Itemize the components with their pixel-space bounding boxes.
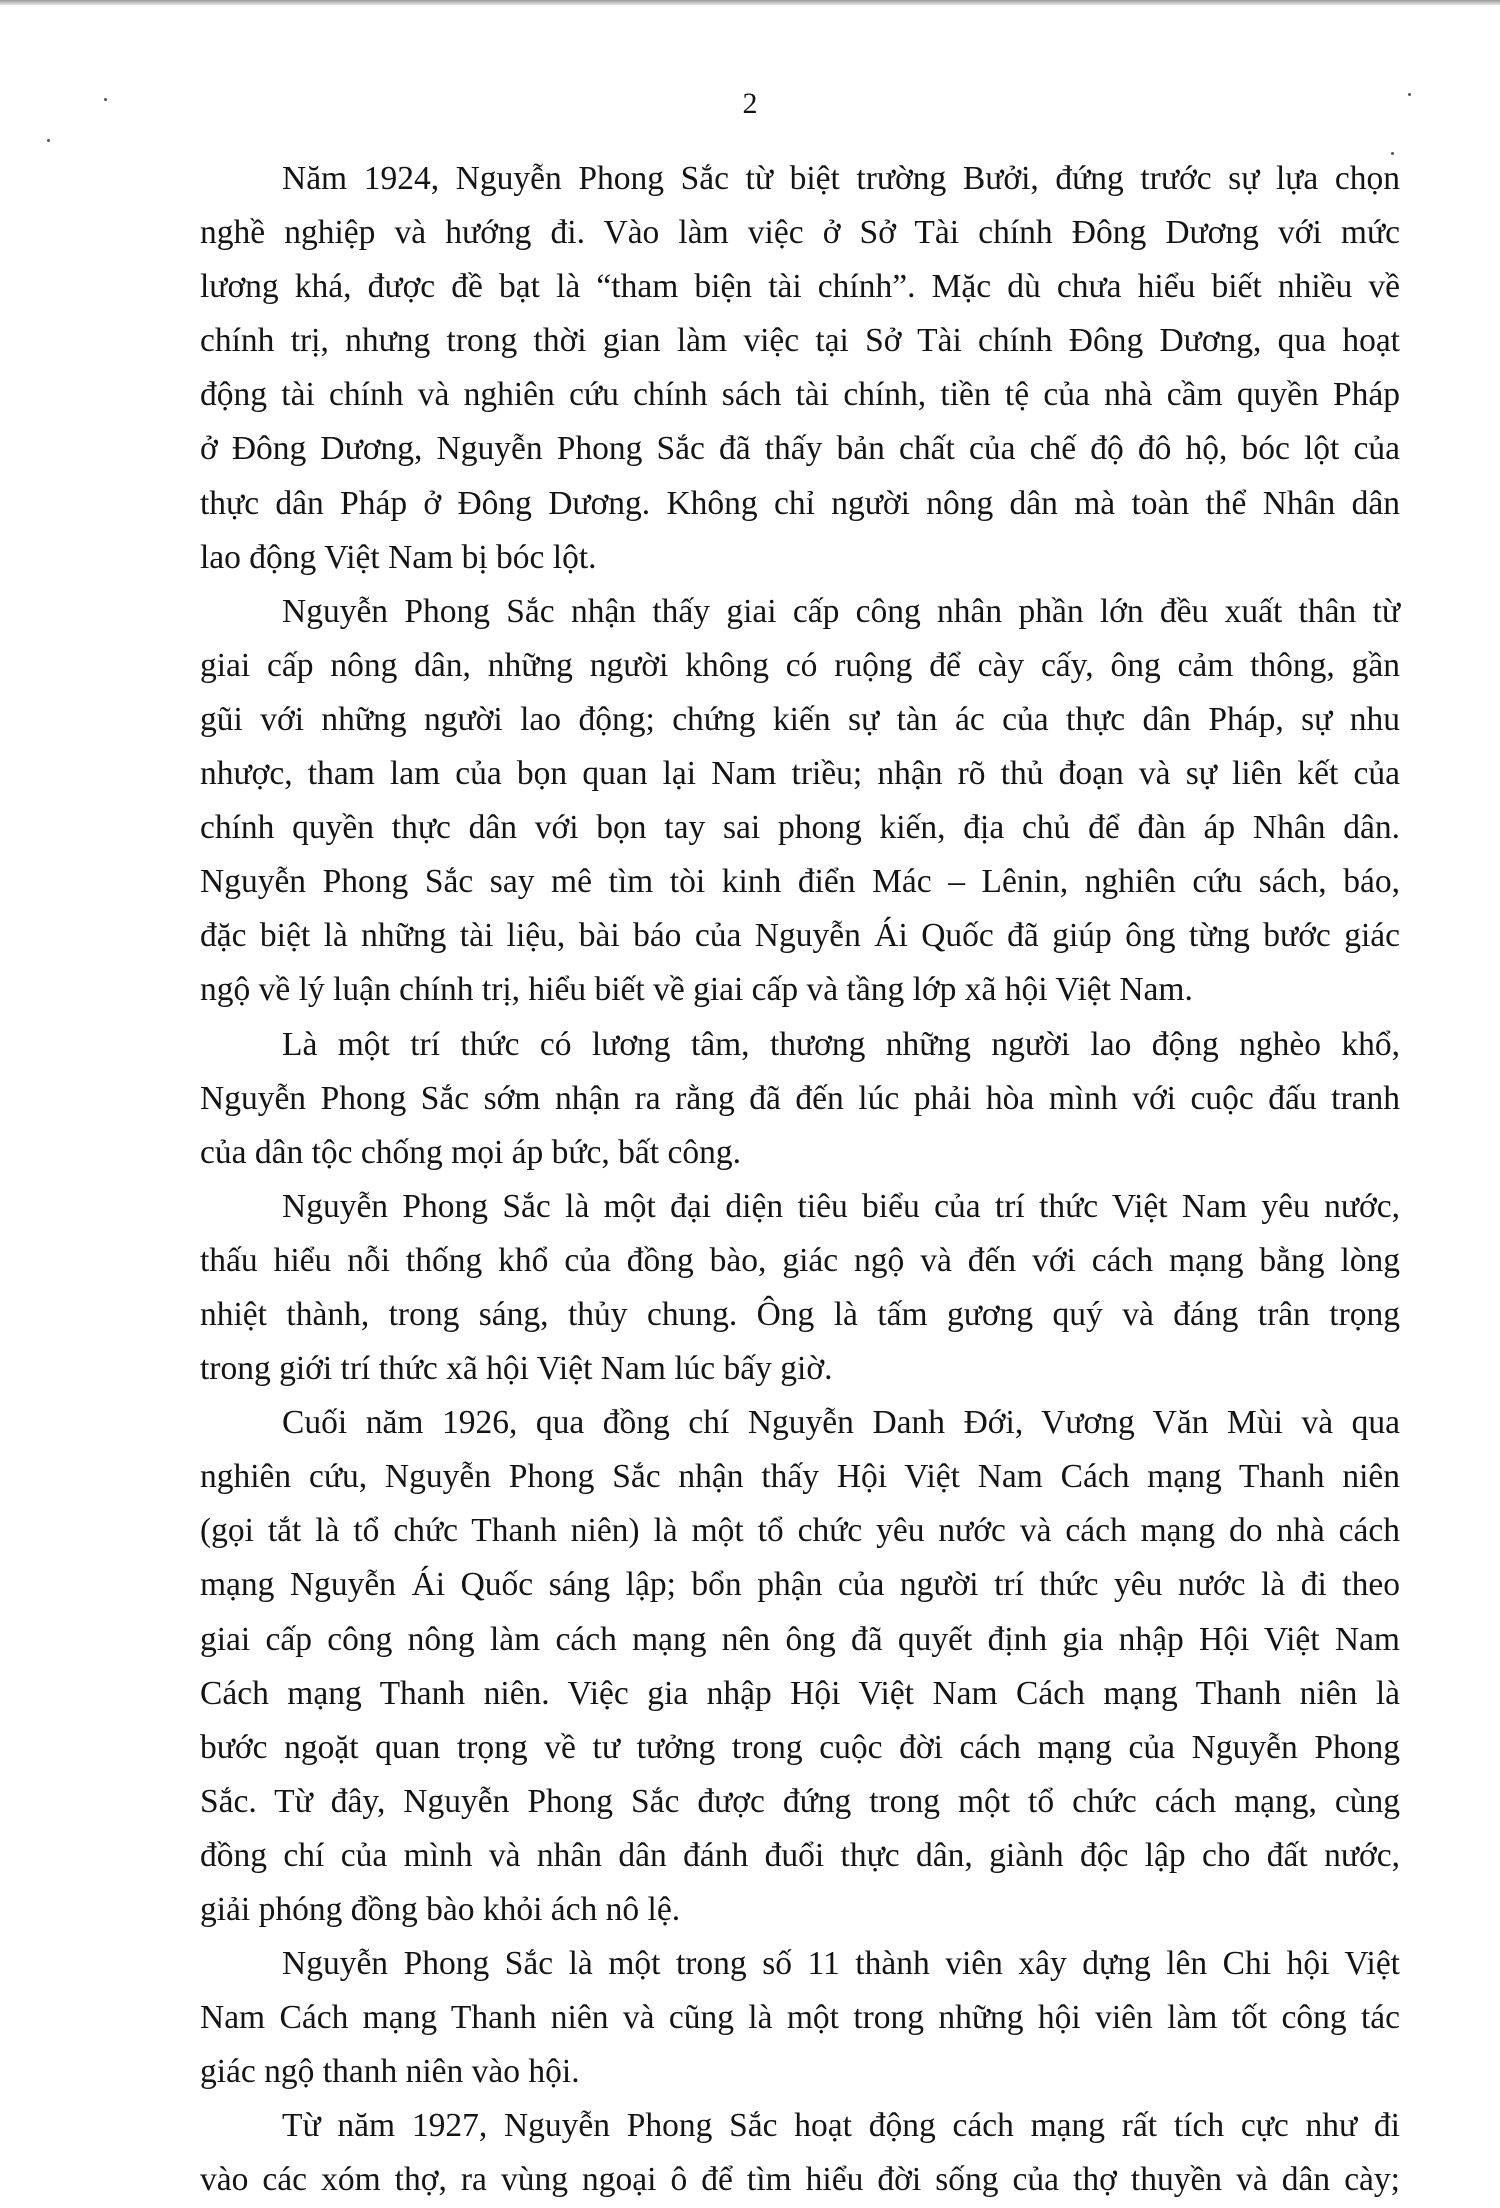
- text-line: chính trị, nhưng trong thời gian làm việc tại Sở Tài chính Đông Dương, qua hoạt: [200, 322, 1400, 360]
- text-line: Từ năm 1927, Nguyễn Phong Sắc hoạt động cách mạng rất tích cực như đi: [282, 2107, 1400, 2145]
- text-line: của dân tộc chống mọi áp bức, bất công.: [200, 1133, 741, 1171]
- text-line: thấu hiểu nỗi thống khổ của đồng bào, giác ngộ và đến với cách mạng bằng lòng: [200, 1241, 1400, 1279]
- text-line: thực dân Pháp ở Đông Dương. Không chỉ người nông dân mà toàn thể Nhân dân: [200, 484, 1400, 522]
- text-line: nhiệt thành, trong sáng, thủy chung. Ông là tấm gương quý và đáng trân trọng: [200, 1295, 1400, 1333]
- text-line: đặc biệt là những tài liệu, bài báo của Nguyễn Ái Quốc đã giúp ông từng bước giác: [200, 917, 1400, 955]
- text-line: nghề nghiệp và hướng đi. Vào làm việc ở Sở Tài chính Đông Dương với mức: [200, 214, 1400, 252]
- text-line: động tài chính và nghiên cứu chính sách tài chính, tiền tệ của nhà cầm quyền Pháp: [200, 376, 1400, 414]
- paragraph: [200, 1180, 1400, 1396]
- text-line: giải phóng đồng bào khỏi ách nô lệ.: [200, 1891, 681, 1928]
- text-line: ngộ về lý luận chính trị, hiểu biết về giai cấp và tầng lớp xã hội Việt Nam.: [200, 971, 1193, 1009]
- page-number: 2: [742, 87, 758, 120]
- text-line: Nguyễn Phong Sắc say mê tìm tòi kinh điển Mác – Lênin, nghiên cứu sách, báo,: [200, 863, 1400, 901]
- text-line: chính quyền thực dân với bọn tay sai phong kiến, địa chủ để đàn áp Nhân dân.: [200, 809, 1400, 847]
- text-line: gũi với những người lao động; chứng kiến sự tàn ác của thực dân Pháp, sự nhu: [200, 700, 1400, 738]
- text-line: lương khá, được đề bạt là “tham biện tài chính”. Mặc dù chưa hiểu biết nhiều về: [200, 268, 1400, 306]
- text-line: (gọi tắt là tổ chức Thanh niên) là một tổ chức yêu nước và cách mạng do nhà cách: [200, 1512, 1400, 1550]
- text-line: Năm 1924, Nguyễn Phong Sắc từ biệt trường Bưởi, đứng trước sự lựa chọn: [282, 160, 1400, 197]
- text-line: Nguyễn Phong Sắc là một đại diện tiêu biểu của trí thức Việt Nam yêu nước,: [282, 1187, 1400, 1225]
- text-line: nhược, tham lam của bọn quan lại Nam triều; nhận rõ thủ đoạn và sự liên kết của: [200, 755, 1400, 793]
- text-line: đồng chí của mình và nhân dân đánh đuổi thực dân, giành độc lập cho đất nước,: [200, 1836, 1400, 1874]
- text-line: Nguyễn Phong Sắc là một trong số 11 thành viên xây dựng lên Chi hội Việt: [282, 1945, 1400, 1983]
- paragraph: [200, 152, 1400, 585]
- paragraph: [200, 585, 1400, 1018]
- paragraph: [200, 2099, 1400, 2207]
- text-line: giác ngộ thanh niên vào hội.: [200, 2053, 580, 2091]
- text-line: Là một trí thức có lương tâm, thương những người lao động nghèo khổ,: [282, 1025, 1400, 1063]
- text-line: lao động Việt Nam bị bóc lột.: [200, 538, 597, 576]
- text-line: mạng Nguyễn Ái Quốc sáng lập; bổn phận của người trí thức yêu nước là đi theo: [200, 1566, 1400, 1604]
- scan-speck: [47, 139, 50, 142]
- text-line: nghiên cứu, Nguyễn Phong Sắc nhận thấy Hội Việt Nam Cách mạng Thanh niên: [200, 1458, 1400, 1496]
- paragraph: [200, 1937, 1400, 2099]
- text-line: giai cấp công nông làm cách mạng nên ông đã quyết định gia nhập Hội Việt Nam: [200, 1620, 1400, 1658]
- text-line: Nam Cách mạng Thanh niên và cũng là một trong những hội viên làm tốt công tác: [200, 1999, 1400, 2037]
- text-line: Nguyễn Phong Sắc sớm nhận ra rằng đã đến lúc phải hòa mình với cuộc đấu tranh: [200, 1079, 1400, 1117]
- scan-top-edge: [0, 0, 1500, 5]
- text-line: ở Đông Dương, Nguyễn Phong Sắc đã thấy bản chất của chế độ đô hộ, bóc lột của: [200, 430, 1400, 468]
- text-line: trong giới trí thức xã hội Việt Nam lúc bấy giờ.: [200, 1350, 833, 1388]
- text-line: giai cấp nông dân, những người không có ruộng để cày cấy, ông cảm thông, gần: [200, 646, 1400, 684]
- paragraph: [200, 1018, 1400, 1180]
- text-line: Nguyễn Phong Sắc nhận thấy giai cấp công nhân phần lớn đều xuất thân từ: [282, 592, 1400, 630]
- text-line: Cách mạng Thanh niên. Việc gia nhập Hội Việt Nam Cách mạng Thanh niên là: [200, 1674, 1400, 1712]
- body-text: [200, 152, 1400, 2208]
- text-line: bước ngoặt quan trọng về tư tưởng trong cuộc đời cách mạng của Nguyễn Phong: [200, 1728, 1400, 1766]
- text-line: vào các xóm thợ, ra vùng ngoại ô để tìm hiểu đời sống của thợ thuyền và dân cày;: [200, 2161, 1400, 2199]
- paragraph: [200, 1396, 1400, 1937]
- text-line: Sắc. Từ đây, Nguyễn Phong Sắc được đứng trong một tổ chức cách mạng, cùng: [200, 1782, 1400, 1820]
- text-line: Cuối năm 1926, qua đồng chí Nguyễn Danh Đới, Vương Văn Mùi và qua: [282, 1404, 1400, 1442]
